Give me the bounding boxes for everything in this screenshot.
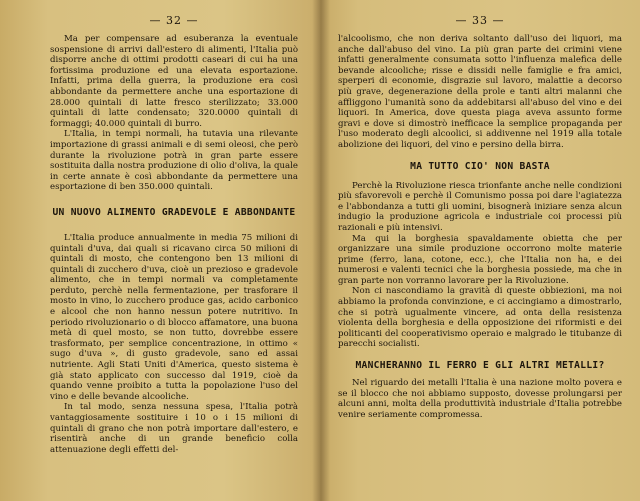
paragraph-olive-oil: L'Italia, in tempi normali, ha tutavia una rilevante importazione di grassi animali e di semi oleosi, che però durante la rivoluzione potrà in gran parte essere sostituita dalla nostra produzione di olio d'oliva, la quale in certe annate è così abbondante da permettere una esportazione di ben 350.000 quintali. (50, 129, 298, 193)
paragraph-grape-must: L'Italia produce annualmente in media 75 milioni di quintali d'uva, dai quali si ricavano circa 50 milioni di quintali di mosto, che contengono ben 13 milioni di quintali di zucchero d'uva, cioè un prezioso e gradevole alimento, che in tempi normali va completamente perduto, perchè nella fermentazione, per trasforare il mosto in vino, lo zucchero produce gas, acido carbonico e alcool che non hanno nessun potere nutritivo. In periodo rivoluzionario o di blocco affamatore, una buona metà di quel mosto, se non tutto, dovrebbe essere trasformato, per semplice concentrazione, in ottimo « sugo d'uva », di gusto gradevole, sano ed assai nutriente. Agli Stati Uniti d'America, questo sistema è già stato applicato con successo dal 1919, cioè da quando venne proibito a tutta la popolazione l'uso del vino e delle bevande alcooliche. (50, 232, 298, 402)
paragraph-dairy: Ma per compensare ad esuberanza la eventuale sospensione di arrivi dall'estero di alimenti, l'Italia può disporre anche di ottimi prodotti caseari di cui ha una fortissima produzione ed una elevata esportazione. Infatti, prima della guerra, la produzione era così abbondante da permettere anche una esportazione di 28.000 quintali di latte fresco sterilizzato; 33.000 quintali di latte condensato; 320.0000 quintali di formaggi; 40.000 quintali di burro. (50, 34, 298, 129)
page-number-right: — 33 — (455, 14, 505, 27)
paragraph-grain-substitute: In tal modo, senza nessuna spesa, l'Italia potrà vantaggiosamente sostituire i 10 o i 15 milioni di quintali di grano che non potrà importare dall'estero, e risentirà anche di un grande beneficio colla attenuazione degli effetti del- (50, 402, 298, 455)
right-page (320, 0, 640, 501)
paragraph-metals: Nel riguardo dei metalli l'Italia è una nazione molto povera e se il blocco che noi abbiamo supposto, dovesse prolungarsi per alcuni anni, molta della produttività industriale d'Italia potrebbe venire seriamente compromessa. (338, 378, 622, 420)
section-heading-not-enough: MA TUTTO CIO' NON BASTA (410, 160, 550, 172)
paragraph-alcoholism: l'alcoolismo, che non deriva soltanto dall'uso dei liquori, ma anche dall'abuso del vino. La più gran parte dei crimini viene infatti generalmente consumata sotto l'influenza malefica delle bevande alcooliche; risse e dissidi nelle famiglie e fra amici, sperperi di economie, disgrazie sul lavoro, malattie a decorso più grave, degenerazione della prole e tanti altri malanni che affliggono l'umanità sono da addebitarsi all'abuso del vino e dei liquori. In America, dove questa piaga aveva assunto forme gravi e dove si dimostrò inefficace la semplice propaganda per l'uso moderato degli alcoolici, si addivenne nel 1919 alla totale abolizione dei liquori, del vino e persino della birra. (338, 34, 622, 150)
section-heading-new-food: UN NUOVO ALIMENTO GRADEVOLE E ABBONDANTE (52, 206, 296, 218)
page-number-left: — 32 — (149, 14, 199, 27)
paragraph-revolution-production: Perchè la Rivoluzione riesca trionfante anche nelle condizioni più sfavorevoli e perchè il Comunismo possa poi dare l'agiatezza e l'abbondanza a tutti gli uomini, bisognerà iniziare senza alcun indugio la produzione agricola e industriale coi processi più razionali e più intensivi. (338, 180, 622, 233)
paragraph-conviction: Non ci nascondiamo la gravità di queste obbiezioni, ma noi abbiamo la profonda convinzione, e ci accingiamo a dimostrarlo, che si potrà ugualmente vincere, ad onta della resistenza violenta della borghesia e della opposizione dei riformisti e dei politicanti del cooperativismo operaio e malgrado le titubanze di parecchi socialisti. (338, 286, 622, 350)
section-heading-metals: MANCHERANNO IL FERRO E GLI ALTRI METALLI? (355, 360, 605, 372)
paragraph-bourgeoisie-objection: Ma qui la borghesia spavaldamente obietta che per organizzare una simile produzione occorrono molte materie prime (ferro, lana, cotone, ecc.), che l'Italia non ha, e dei numerosi e valenti tecnici che la borghesia possiede, ma che in gran parte non vorranno lavorare per la Rivoluzione. (338, 233, 622, 286)
